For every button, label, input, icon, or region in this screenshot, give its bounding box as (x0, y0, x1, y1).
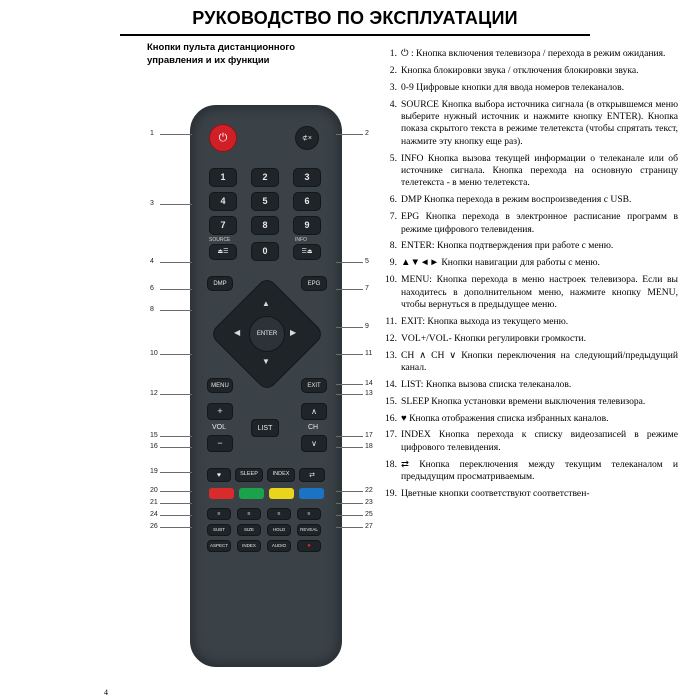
leader-line (160, 503, 192, 504)
callout-20: 20 (150, 487, 158, 494)
callout-24: 24 (150, 511, 158, 518)
leader-line (160, 134, 192, 135)
item-number: 17. (385, 429, 397, 441)
leader-line (336, 327, 363, 328)
teletext-a1-button: ≡ (207, 508, 231, 520)
channel-up-button: ∧ (301, 403, 327, 420)
callout-11: 11 (365, 350, 373, 357)
page-header (120, 8, 590, 36)
item-text: ▲▼◄► Кнопки навигации для работы с меню. (401, 257, 600, 269)
callout-19: 19 (150, 468, 158, 475)
list-item (378, 429, 678, 454)
leader-line (160, 262, 192, 263)
item-text: ♥ Кнопка отображения списка избранных каналов. (401, 412, 609, 424)
key-9: 9 (293, 216, 321, 235)
callout-25: 25 (365, 511, 373, 518)
arrow-up-icon: ▲ (262, 299, 270, 308)
hold-button: HOLD (267, 524, 291, 536)
callout-23: 23 (365, 499, 373, 506)
key-6: 6 (293, 192, 321, 211)
favorite-button: ♥ (207, 468, 231, 482)
item-number: 8. (389, 240, 397, 252)
list-item (378, 350, 678, 375)
item-text: INDEX Кнопка перехода к списку видеозаписей в режиме цифрового телевидения. (401, 429, 678, 453)
key-0: 0 (251, 242, 279, 261)
callout-13: 13 (365, 390, 373, 397)
key-5: 5 (251, 192, 279, 211)
item-text: EXIT: Кнопка выхода из текущего меню. (401, 315, 569, 327)
menu-button: MENU (207, 378, 233, 393)
item-number: 16. (385, 412, 397, 424)
text-icon: ☰⏏ (301, 249, 313, 255)
aspect-button: ASPECT (207, 540, 231, 552)
item-number: 1. (389, 48, 397, 59)
item-text: SLEEP Кнопка установки времени выключения телевизора. (401, 395, 646, 407)
callout-8: 8 (150, 306, 154, 313)
size-button: SIZE (237, 524, 261, 536)
leader-line (160, 289, 192, 290)
leader-line (336, 503, 363, 504)
item-number: 4. (389, 98, 397, 110)
navigation-pad (218, 291, 314, 375)
section-title: Кнопки пульта дистанционного управления и их функции (147, 42, 296, 66)
item-number: 14. (385, 378, 397, 390)
list-item (378, 99, 678, 149)
index2-button: INDEX (237, 540, 261, 552)
item-text: SOURCE Кнопка выбора источника сигнала (в открывшемся меню выберите нужный источник и нажмите кнопку ENTER). Кнопка показа скрытого текста в режиме телетекста (чтобы спрятать текст, нажмите эту кнопку еще раз). (401, 98, 678, 147)
channel-down-button: ∨ (301, 435, 327, 452)
page-number: 4 (104, 688, 108, 697)
list-item (378, 333, 678, 345)
item-text: INFO Кнопка вызова текущей информации о телеканале или об источнике сигнала. Кнопка перехода на основную страницу телетекста - в меню телетекста. (401, 152, 678, 189)
page-title: РУКОВОДСТВО ПО ЭКСПЛУАТАЦИИ (192, 8, 518, 28)
arrow-down-icon: ▼ (262, 357, 270, 366)
item-text: ENTER: Кнопка подтверждения при работе с меню. (401, 240, 614, 252)
callout-7: 7 (365, 285, 369, 292)
list-item (378, 257, 678, 269)
audio-button: AUDIO (267, 540, 291, 552)
leader-line (160, 491, 192, 492)
leader-line (336, 491, 363, 492)
callout-26: 26 (150, 523, 158, 530)
arrow-right-icon: ▶ (290, 328, 297, 337)
list-item (378, 153, 678, 190)
leader-line (336, 436, 363, 437)
list-item (378, 316, 678, 328)
list-item (378, 240, 678, 252)
leader-line (336, 447, 363, 448)
list-item (378, 82, 678, 94)
volume-label: VOL (207, 420, 231, 434)
leader-line (160, 354, 192, 355)
leader-line (336, 134, 363, 135)
left-column (147, 42, 347, 68)
item-number: 13. (385, 349, 397, 361)
power-button: ⏻ (209, 124, 237, 152)
leader-line (160, 472, 192, 473)
callout-17: 17 (365, 432, 373, 439)
item-number: 5. (389, 152, 397, 164)
item-text: EPG Кнопка перехода в электронное расписание программ в режиме цифрового телевидения. (401, 211, 678, 235)
item-text: MENU: Кнопка перехода в меню настроек телевизора. Если вы находитесь в дополнительном меню, нажмите кнопку MENU, чтобы вернуться в предыдущее меню. (401, 274, 678, 310)
callout-9: 9 (365, 323, 369, 330)
item-number: 10. (385, 274, 397, 286)
key-3: 3 (293, 168, 321, 187)
callout-4: 4 (150, 258, 154, 265)
item-text: Кнопка блокировки звука / отключения блокировки звука. (401, 64, 639, 76)
item-text: CH ∧ CH ∨ Кнопки переключения на следующий/предыдущий канал. (401, 349, 678, 373)
leader-line (336, 394, 363, 395)
leader-line (336, 515, 363, 516)
callout-18: 18 (365, 443, 373, 450)
callout-15: 15 (150, 432, 158, 439)
teletext-a3-button: ≡ (267, 508, 291, 520)
leader-line (160, 394, 192, 395)
index-button: INDEX (267, 468, 295, 482)
leader-line (160, 515, 192, 516)
key-2: 2 (251, 168, 279, 187)
teletext-a2-button: ≡ (237, 508, 261, 520)
reveal-button: REVEAL (297, 524, 321, 536)
callout-27: 27 (365, 523, 373, 530)
item-text: DMP Кнопка перехода в режим воспроизведения с USB. (401, 194, 632, 206)
key-1: 1 (209, 168, 237, 187)
callout-2: 2 (365, 130, 369, 137)
list-item (378, 459, 678, 484)
source-button (209, 244, 237, 260)
leader-line (336, 527, 363, 528)
channel-label: CH (301, 420, 325, 434)
enter-button: ENTER (249, 316, 285, 352)
item-number: 2. (389, 64, 397, 76)
item-number: 3. (389, 81, 397, 93)
info-button (293, 244, 321, 260)
item-text: ⇄ Кнопка переключения между текущим телеканалом и предыдущим просматриваемым. (401, 458, 678, 482)
list-item (378, 488, 678, 500)
list-button: LIST (251, 419, 279, 437)
volume-up-button: + (207, 403, 233, 420)
item-text: Цветные кнопки соответствуют соответствен- (401, 487, 590, 499)
red-color-button (209, 488, 234, 499)
callout-5: 5 (365, 258, 369, 265)
arrow-left-icon: ◀ (234, 328, 241, 337)
item-text: 0-9 Цифровые кнопки для ввода номеров телеканалов. (401, 81, 625, 93)
key-7: 7 (209, 216, 237, 235)
callout-22: 22 (365, 487, 373, 494)
sleep-button: SLEEP (235, 468, 263, 482)
mute-icon: ⊄× (302, 134, 312, 142)
color-button-row (209, 488, 323, 499)
leader-line (336, 262, 363, 263)
leader-line (336, 354, 363, 355)
item-number: 9. (389, 257, 397, 269)
instruction-list (378, 48, 678, 505)
dmp-button: DMP (207, 276, 233, 291)
leader-line (160, 527, 192, 528)
callout-1: 1 (150, 130, 154, 137)
list-item (378, 48, 678, 60)
list-item (378, 65, 678, 77)
source-label: SOURCE (209, 237, 231, 243)
item-text: ⏻ : Кнопка включения телевизора / перехода в режим ожидания. (401, 48, 666, 59)
record-button: ● (297, 540, 321, 552)
item-number: 11. (385, 315, 397, 327)
callout-12: 12 (150, 390, 158, 397)
callout-10: 10 (150, 350, 158, 357)
leader-line (160, 310, 192, 311)
list-item (378, 211, 678, 236)
green-color-button (239, 488, 264, 499)
list-item (378, 194, 678, 206)
callout-3: 3 (150, 200, 154, 207)
blue-color-button (299, 488, 324, 499)
leader-line (160, 204, 192, 205)
key-8: 8 (251, 216, 279, 235)
header-rule (120, 34, 590, 36)
teletext-a4-button: ≡ (297, 508, 321, 520)
swap-button: ⇄ (299, 468, 325, 482)
yellow-color-button (269, 488, 294, 499)
callout-6: 6 (150, 285, 154, 292)
remote-body (190, 105, 342, 667)
item-number: 18. (385, 458, 397, 470)
info-label: INFO (295, 237, 307, 243)
leader-line (336, 384, 363, 385)
callout-14: 14 (365, 380, 373, 387)
leader-line (160, 436, 192, 437)
list-item (378, 396, 678, 408)
key-4: 4 (209, 192, 237, 211)
volume-down-button: − (207, 435, 233, 452)
leader-line (336, 289, 363, 290)
item-text: VOL+/VOL- Кнопки регулировки громкости. (401, 332, 586, 344)
item-text: LIST: Кнопка вызова списка телеканалов. (401, 378, 572, 390)
list-item (378, 413, 678, 425)
leader-line (160, 447, 192, 448)
epg-button: EPG (301, 276, 327, 291)
exit-button: EXIT (301, 378, 327, 393)
item-number: 15. (385, 395, 397, 407)
item-number: 7. (389, 211, 397, 223)
source-icon: ⏏☰ (217, 249, 229, 255)
item-number: 6. (389, 194, 397, 206)
list-item (378, 379, 678, 391)
callout-21: 21 (150, 499, 158, 506)
item-number: 19. (385, 487, 397, 499)
subtitle-button: SUBT (207, 524, 231, 536)
mute-button (295, 126, 319, 150)
remote-illustration (150, 95, 380, 695)
callout-16: 16 (150, 443, 158, 450)
list-item (378, 274, 678, 311)
item-number: 12. (385, 332, 397, 344)
